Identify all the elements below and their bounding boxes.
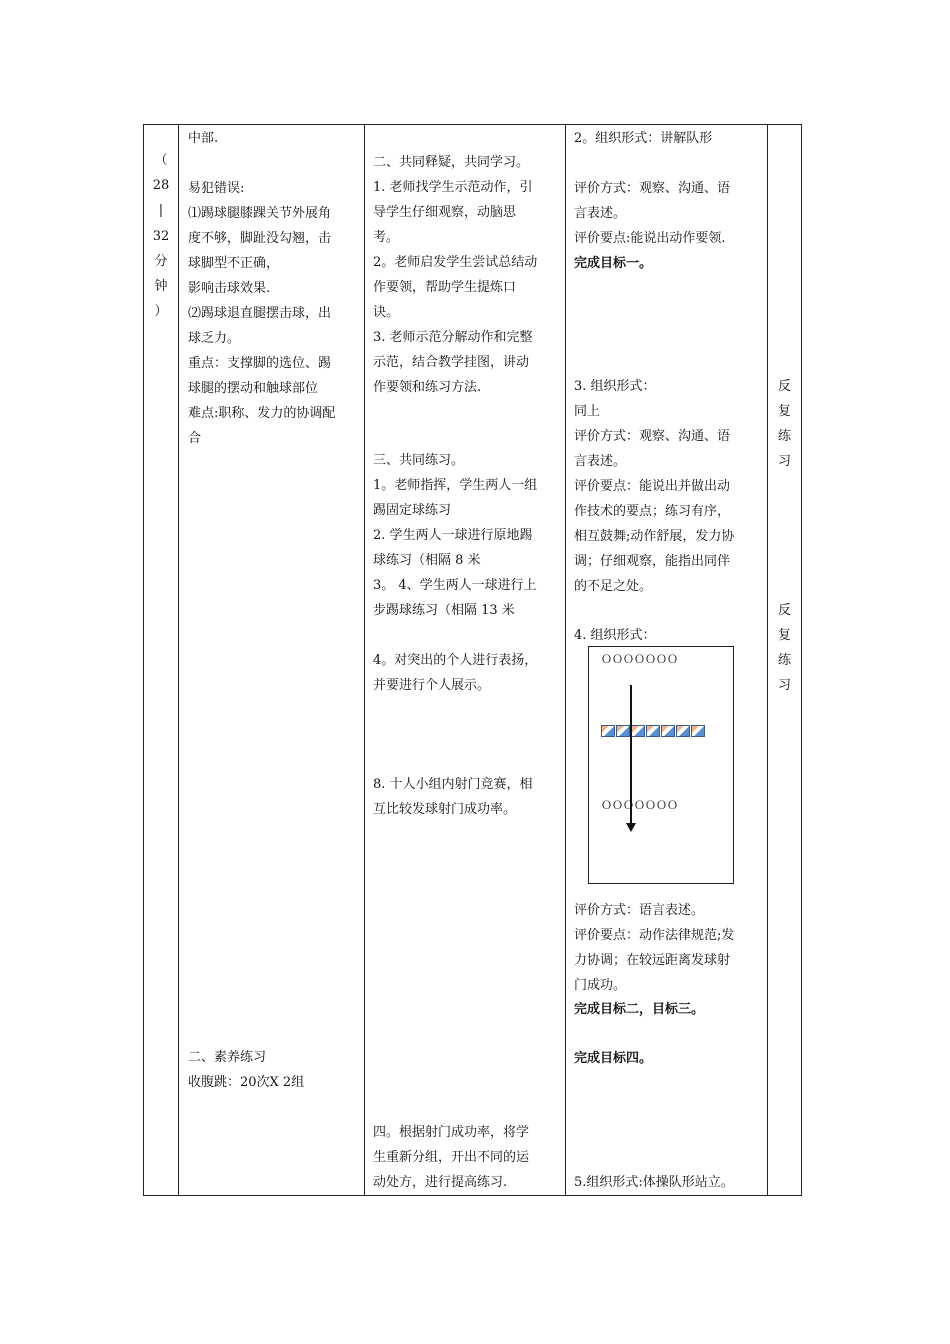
goal-text: 完成目标二，目标三。	[574, 1002, 705, 1017]
content-column	[179, 125, 365, 1196]
text-line: 球脚型不正确，	[188, 256, 280, 271]
text-line: 评价方式：观察、沟通、语	[574, 429, 731, 444]
ball-icon	[616, 725, 630, 737]
text-line: 的不足之处。	[574, 579, 653, 594]
text-line: 8. 十人小组内射门竞赛，相	[373, 777, 533, 792]
text-line: 力协调；在较远距离发球射	[574, 953, 731, 968]
text-line: 3. 老师示范分解动作和完整	[373, 330, 533, 345]
time-label-char: ）	[154, 304, 168, 319]
text-line: 4。对突出的个人进行表扬，	[373, 653, 538, 668]
text-line: 作要领，帮助学生提炼口	[373, 280, 517, 295]
ball-icon	[646, 725, 660, 737]
text-line: 生重新分组，开出不同的运	[373, 1150, 530, 1165]
text-line: 评价方式：语言表述。	[574, 903, 705, 918]
text-line: 诀。	[373, 305, 400, 320]
remark-char: 练	[777, 429, 791, 444]
text-line: 球乏力。	[188, 331, 241, 346]
organization-label: 5.组织形式:体操队形站立。	[574, 1175, 734, 1190]
teacher-student-activity-column	[365, 125, 566, 1196]
text-line: ⑴踢球腿膝踝关节外展角	[188, 206, 332, 221]
remark-char: 习	[777, 454, 791, 469]
text-line: 踢固定球练习	[373, 503, 452, 518]
text-line: 球腿的摆动和触球部位	[188, 381, 319, 396]
text-line: 球练习（相隔 8 米	[373, 553, 481, 568]
text-line: 重点：支撑脚的选位、踢	[188, 356, 332, 371]
ball-icon	[676, 725, 690, 737]
goal-text: 完成目标一。	[574, 256, 653, 271]
remark-char: 复	[777, 404, 791, 419]
section-title: 二、素养练习	[188, 1050, 267, 1065]
text-line: 并要进行个人展示。	[373, 678, 491, 693]
text-line: 门成功。	[574, 978, 627, 993]
text-line: 易犯错误:	[188, 181, 245, 196]
text-line: 导学生仔细观察，动脑思	[373, 205, 517, 220]
text-line: 相互鼓舞;动作舒展，发力协	[574, 529, 735, 544]
text-line: 评价要点：动作法律规范;发	[574, 928, 735, 943]
text-line: 评价要点：能说出并做出动	[574, 479, 731, 494]
time-label-char: |	[158, 203, 164, 218]
time-label-char: 32	[152, 229, 170, 244]
text-line: 评价要点:能说出动作要领.	[574, 231, 726, 246]
text-line: 3。 4、学生两人一球进行上	[373, 578, 537, 593]
text-line: 考。	[373, 230, 400, 245]
remark-char: 习	[777, 678, 791, 693]
ball-icon	[661, 725, 675, 737]
text-line: 步踢球练习（相隔 13 米	[373, 603, 515, 618]
text-line: 动处方，进行提高练习.	[373, 1175, 508, 1190]
text-line: 1。老师指挥，学生两人一组	[373, 478, 538, 493]
text-line: 合	[188, 431, 202, 446]
text-line: 2。组织形式：讲解队形	[574, 131, 713, 146]
goal-text: 完成目标四。	[574, 1051, 653, 1066]
text-line: 言表述。	[574, 454, 627, 469]
text-line: 3. 组织形式：	[574, 379, 656, 394]
text-line: 同上	[574, 404, 601, 419]
arrow-down-icon	[626, 823, 636, 832]
text-line: 言表述。	[574, 206, 627, 221]
time-label-char: 28	[152, 178, 170, 193]
remark-char: 复	[777, 628, 791, 643]
text-line: 难点:职称、发力的协调配	[188, 406, 336, 421]
text-line: 中部.	[188, 131, 219, 146]
remark-char: 反	[777, 379, 791, 394]
ball-icon	[691, 725, 705, 737]
text-line: 作要领和练习方法.	[373, 380, 482, 395]
time-label-char: 分	[154, 254, 168, 269]
diagram-bottom-row: ＯＯＯＯＯＯＯ	[601, 799, 678, 812]
text-line: 调；仔细观察，能指出同伴	[574, 554, 731, 569]
formation-diagram	[588, 646, 734, 884]
time-label-char: 钟	[154, 279, 168, 294]
organization-label: 4. 组织形式：	[574, 628, 656, 643]
text-line: 互比较发球射门成功率。	[373, 802, 517, 817]
text-line: 三、共同练习。	[373, 453, 465, 468]
exercise-detail: 收腹跳：20次X 2组	[188, 1075, 305, 1090]
text-line: 影响击球效果.	[188, 281, 271, 296]
text-line: ⑵踢球退直腿摆击球，出	[188, 306, 332, 321]
time-column	[144, 125, 179, 1196]
text-line: 评价方式：观察、沟通、语	[574, 181, 731, 196]
time-label-char: （	[154, 153, 168, 168]
text-line: 2。老师启发学生尝试总结动	[373, 255, 538, 270]
ball-icon	[631, 725, 645, 737]
text-line: 示范，结合教学挂图，讲动	[373, 355, 530, 370]
ball-icon	[601, 725, 615, 737]
text-line: 作技术的要点；练习有序，	[574, 504, 731, 519]
diagram-top-row: ＯＯＯＯＯＯＯ	[601, 653, 678, 666]
text-line: 1. 老师找学生示范动作，引	[373, 180, 533, 195]
text-line: 2. 学生两人一球进行原地踢	[373, 528, 533, 543]
remark-char: 反	[777, 603, 791, 618]
remark-char: 练	[777, 653, 791, 668]
text-line: 四。根据射门成功率，将学	[373, 1125, 530, 1140]
remarks-column	[768, 125, 802, 1196]
text-line: 二、共同释疑，共同学习。	[373, 155, 530, 170]
text-line: 度不够，脚趾没勾翘，击	[188, 231, 332, 246]
